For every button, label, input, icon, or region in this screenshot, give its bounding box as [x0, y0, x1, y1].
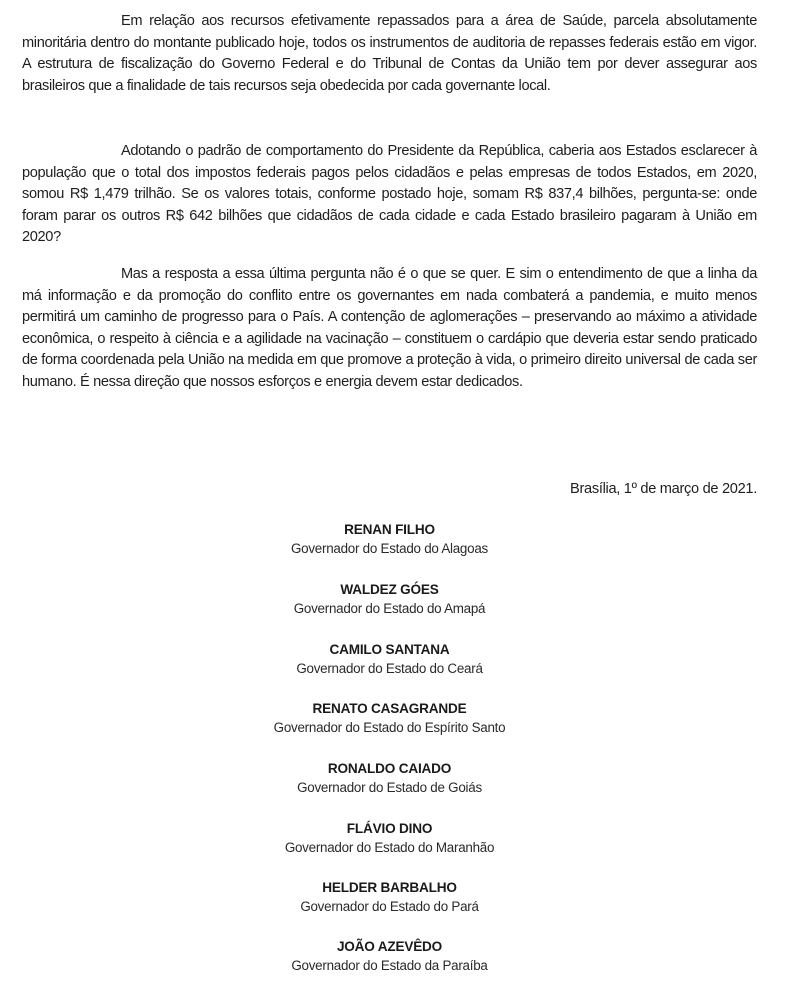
signatory-name: RONALDO CAIADO	[327, 761, 452, 776]
signatory-name: JOÃO AZEVÊDO	[336, 939, 443, 954]
signatory-name: HELDER BARBALHO	[322, 880, 457, 895]
signatory-title: Governador do Estado do Amapá	[293, 601, 486, 616]
signature-item	[22, 937, 757, 975]
signatory-title: Governador do Estado do Ceará	[296, 661, 483, 676]
signature-item	[22, 640, 757, 678]
signatory-title: Governador do Estado do Espírito Santo	[273, 720, 506, 735]
paragraph-health-funds: Em relação aos recursos efetivamente repassados para a área de Saúde, parcela absolutamente minoritária dentro do montante publicado hoje, todos os instrumentos de auditoria de repasses federais estão em vigor. A estrutura de fiscalização do Governo Federal e do Tribunal de Contas da União tem por dever assegurar aos brasileiros que a finalidade de tais recursos seja obedecida por cada governante local.	[22, 13, 757, 94]
signatory-name: FLÁVIO DINO	[346, 821, 433, 836]
date-line: Brasília, 1º de março de 2021.	[570, 481, 757, 497]
signatory-title: Governador do Estado do Maranhão	[284, 840, 495, 855]
paragraph-federal-taxes: Adotando o padrão de comportamento do Presidente da República, caberia aos Estados esclarecer à população que o total dos impostos federais pagos pelos cidadãos e pelas empresas de todos Estados, em 2020, somou R$ 1,479 trilhão. Se os valores totais, conforme postado hoje, somam R$ 837,4 bilhões, pergunta-se: onde foram parar os outros R$ 642 bilhões que cidadãos de cada cidade e cada Estado brasileiro pagaram à União em 2020?	[22, 143, 757, 246]
signatory-title: Governador do Estado do Pará	[300, 899, 479, 914]
signature-item	[22, 699, 757, 737]
signatory-name: RENATO CASAGRANDE	[312, 701, 467, 716]
signature-item	[22, 580, 757, 618]
signature-item	[22, 819, 757, 857]
signatory-title: Governador do Estado da Paraíba	[291, 958, 488, 973]
signatory-name: RENAN FILHO	[344, 522, 435, 537]
signatory-title: Governador do Estado do Alagoas	[291, 541, 488, 556]
signature-item	[22, 878, 757, 916]
signatory-name: WALDEZ GÓES	[340, 582, 439, 597]
paragraph-pandemic-response: Mas a resposta a essa última pergunta não é o que se quer. E sim o entendimento de que a linha da má informação e da promoção do conflito entre os governantes em nada combaterá a pandemia, e muito menos permitirá um caminho de progresso para o País. A contenção de aglomerações – preservando ao máximo a atividade econômica, o respeito à ciência e a agilidade na vacinação – constituem o cardápio que deveria estar sendo praticado de forma coordenada pela União na medida em que promove a proteção à vida, o primeiro direito universal de cada ser humano. É nessa direção que nossos esforços e energia devem estar dedicados.	[22, 266, 757, 390]
signature-item	[22, 759, 757, 797]
signatory-title: Governador do Estado de Goiás	[297, 780, 482, 795]
signature-item	[22, 520, 757, 558]
signatory-name: CAMILO SANTANA	[329, 642, 450, 657]
